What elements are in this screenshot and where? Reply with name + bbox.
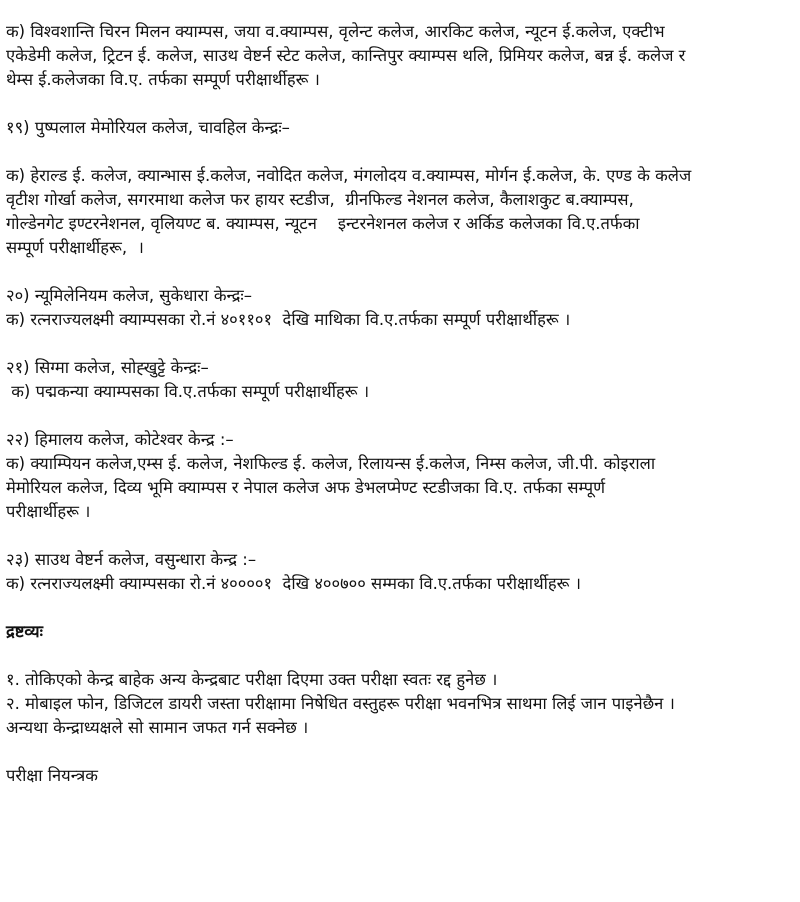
section-22-item-a-line-1: क) क्याम्पियन कलेज,एम्स ई. कलेज, नेशफिल्ड ई. कलेज, रिलायन्स ई.कलेज, निम्स कलेज, जी.पी. कोइराला (6, 454, 656, 473)
note-item-1: १. तोकिएको केन्द्र बाहेक अन्य केन्द्रबाट परीक्षा दिएमा उक्त परीक्षा स्वतः रद्द हुनेछ । (6, 670, 498, 689)
section-22-list (6, 452, 796, 524)
section-20-item-a: क) रत्नराज्यलक्ष्मी क्याम्पसका रो.नं ४०११०१ देखि माथिका वि.ए.तर्फका सम्पूर्ण परीक्षार्थीहरू । (6, 310, 571, 329)
notes-heading: द्रष्टव्यः (6, 622, 43, 641)
section-21-heading: २१) सिग्मा कलेज, सोह्खुट्टे केन्द्रः– (6, 358, 209, 377)
section-19-item-a-line-2: वृटीश गोर्खा कलेज, सगरमाथा कलेज फर हायर स्टडीज, ग्रीनफिल्ड नेशनल कलेज, कैलाशकुट ब.क्याम्पस, (6, 190, 634, 209)
note-item-2: २. मोबाइल फोन, डिजिटल डायरी जस्ता परीक्षामा निषेधित वस्तुहरू परीक्षा भवनभित्र साथमा लिई जान पाइनेछैन । (6, 694, 675, 713)
section-19-item-a-line-3: गोल्डेनगेट इण्टरनेशनल, वृलियण्ट ब. क्याम्पस, न्यूटन इन्टरनेशनल कलेज र अर्किड कलेजका वि.ए.तर्फका (6, 214, 640, 233)
section-22-item-a-line-2: मेमोरियल कलेज, दिव्य भूमि क्याम्पस र नेपाल कलेज अफ डेभलप्मेण्ट स्टडीजका वि.ए. तर्फका सम्पूर्ण (6, 478, 606, 497)
section-20-heading: २०) न्यूमिलेनियम कलेज, सुकेधारा केन्द्रः– (6, 286, 252, 305)
section-19-item-a-line-1: क) हेराल्ड ई. कलेज, क्यान्भास ई.कलेज, नवोदित कलेज, मंगलोदय व.क्याम्पस, मोर्गन ई.कलेज, के. एण्ड के कलेज (6, 166, 692, 185)
section-19-heading: १९) पुष्पलाल मेमोरियल कलेज, चावहिल केन्द्रः– (6, 118, 290, 137)
section-19-list (6, 164, 796, 260)
section-23-item-a: क) रत्नराज्यलक्ष्मी क्याम्पसका रो.नं ४००००१ देखि ४००७०० सम्मका वि.ए.तर्फका परीक्षार्थीहरू । (6, 574, 581, 593)
section-18-item-a-line-2: एकेडेमी कलेज, ट्रिटन ई. कलेज, साउथ वेष्टर्न स्टेट कलेज, कान्तिपुर क्याम्पस थलि, प्रिमियर कलेज, बन्न ई. कलेज र (6, 46, 686, 65)
section-21-item-a: क) पद्मकन्या क्याम्पसका वि.ए.तर्फका सम्पूर्ण परीक्षार्थीहरू । (6, 382, 370, 401)
note-item-2-continued: अन्यथा केन्द्राध्यक्षले सो सामान जफत गर्न सक्नेछ । (6, 718, 309, 737)
signature-title: परीक्षा नियन्त्रक (6, 766, 98, 785)
section-22-item-a-line-3: परीक्षार्थीहरू । (6, 502, 91, 521)
section-18-item-a-line-1: क) विश्वशान्ति चिरन मिलन क्याम्पस, जया व.क्याम्पस, वृलेन्ट कलेज, आरकिट कलेज, न्यूटन ई.कलेज, एक्टीभ (6, 22, 665, 41)
section-18-list (6, 20, 796, 92)
section-22-heading: २२) हिमालय कलेज, कोटेश्वर केन्द्र :– (6, 430, 234, 449)
section-19-item-a-line-4: सम्पूर्ण परीक्षार्थीहरू, । (6, 238, 144, 257)
section-18-item-a-line-3: थेम्स ई.कलेजका वि.ए. तर्फका सम्पूर्ण परीक्षार्थीहरू । (6, 70, 320, 89)
notes-list (6, 668, 796, 740)
exam-centre-notice (6, 20, 796, 788)
section-23-heading: २३) साउथ वेष्टर्न कलेज, वसुन्धारा केन्द्र :– (6, 550, 257, 569)
